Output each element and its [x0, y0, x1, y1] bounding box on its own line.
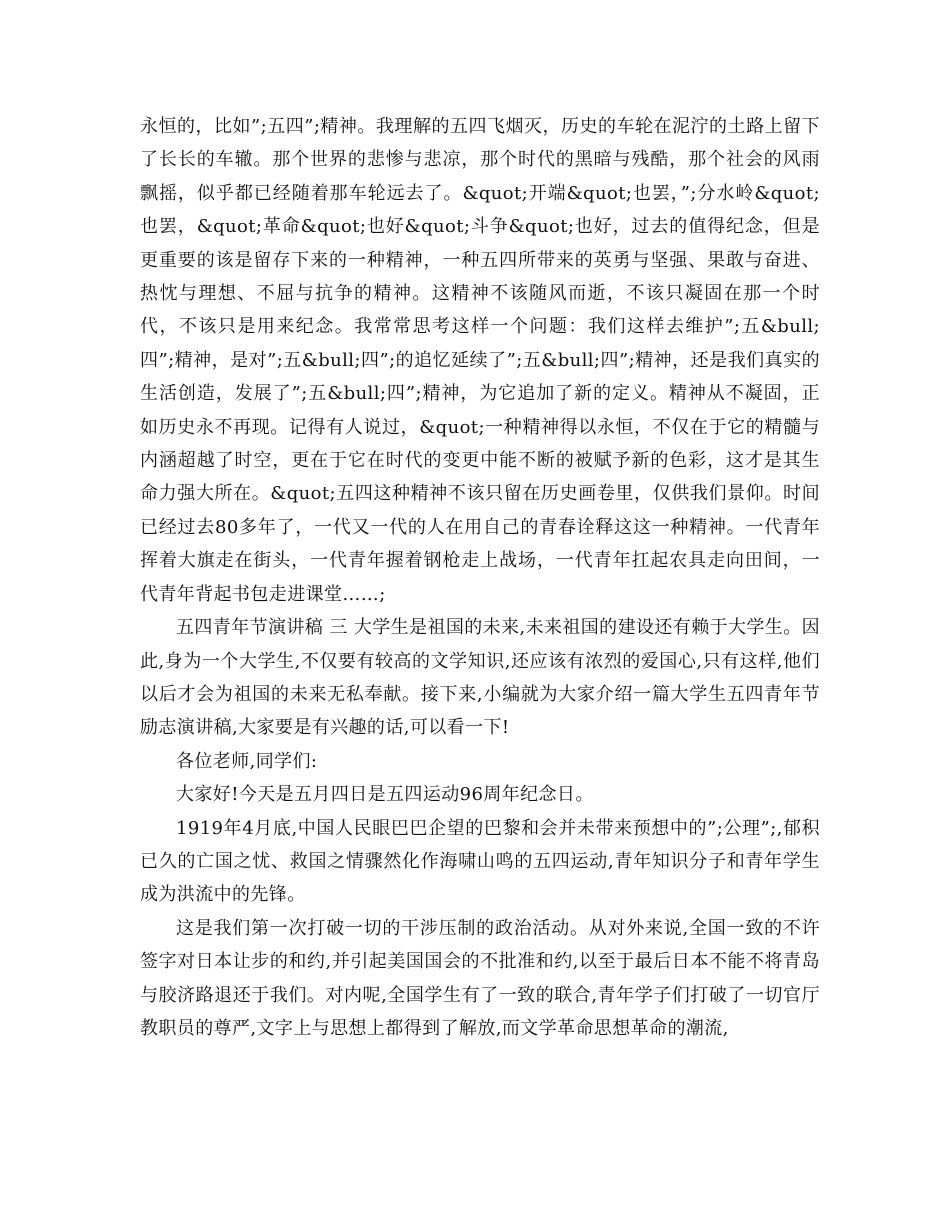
paragraph-anniversary: 大家好!今天是五月四日是五四运动96周年纪念日。: [176, 784, 594, 806]
paragraph-greeting: 各位老师,同学们:: [176, 750, 318, 772]
paragraph-1919-history: 1919年4月底,中国人民眼巴巴企望的巴黎和会并未带来预想中的”;公理”;,郁积已久的亡国之忧、救国之情骤然化作海啸山鸣的五四运动,青年知识分子和青年学生成为洪流中的先锋。: [140, 817, 820, 906]
paragraph-wusi-spirit: 永恒的，比如”;五四”;精神。我理解的五四飞烟灭，历史的车轮在泥泞的土路上留下了长长的车辙。那个世界的悲惨与悲凉，那个时代的黑暗与残酷，那个社会的风雨飘摇，似乎都已经随着那车轮远去了。&quot;开端&quot;也罢，”;分水岭&quot;也罢，&quot;革命&quot;也好&quot;斗争&quot;也好，过去的值得纪念，但是更重要的该是留存下来的一种精神，一种五四所带来的英勇与坚强、果敢与奋进、热忱与理想、不屈与抗争的精神。这精神不该随风而逝，不该只凝固在那一个时代，不该只是用来纪念。我常常思考这样一个问题：我们这样去维护”;五&bull;四”;精神，是对”;五&bull;四”;的追忆延续了”;五&bull;四”;精神，还是我们真实的生活创造，发展了”;五&bull;四”;精神，为它追加了新的定义。精神从不凝固，正如历史永不再现。记得有人说过，&quot;一种精神得以永恒，不仅在于它的精髓与内涵超越了时空，更在于它在时代的变更中能不断的被赋予新的色彩，这才是其生命力强大所在。&quot;五四这种精神不该只留在历史画卷里，仅供我们景仰。时间已经过去80多年了，一代又一代的人在用自己的青春诠释这这一种精神。一代青年挥着大旗走在街头，一代青年握着钢枪走上战场，一代青年扛起农具走向田间，一代青年背起书包走进课堂……;: [140, 116, 820, 605]
document-body: [140, 110, 820, 1045]
paragraph-political-activity: 这是我们第一次打破一切的干涉压制的政治活动。从对外来说,全国一致的不许签字对日本让步的和约,并引起美国国会的不批准和约,以至于最后日本不能不将青岛与胶济路退还于我们。对内呢,全国学生有了一致的联合,青年学子们打破了一切官厅教职员的尊严,文字上与思想上都得到了解放,而文学革命思想革命的潮流,: [140, 917, 820, 1039]
paragraph-speech-intro: 五四青年节演讲稿 三 大学生是祖国的未来,未来祖国的建设还有赖于大学生。因此,身为一个大学生,不仅要有较高的文学知识,还应该有浓烈的爱国心,只有这样,他们以后才会为祖国的未来无私奉献。接下来,小编就为大家介绍一篇大学生五四青年节励志演讲稿,大家要是有兴趣的话,可以看一下!: [140, 617, 820, 739]
